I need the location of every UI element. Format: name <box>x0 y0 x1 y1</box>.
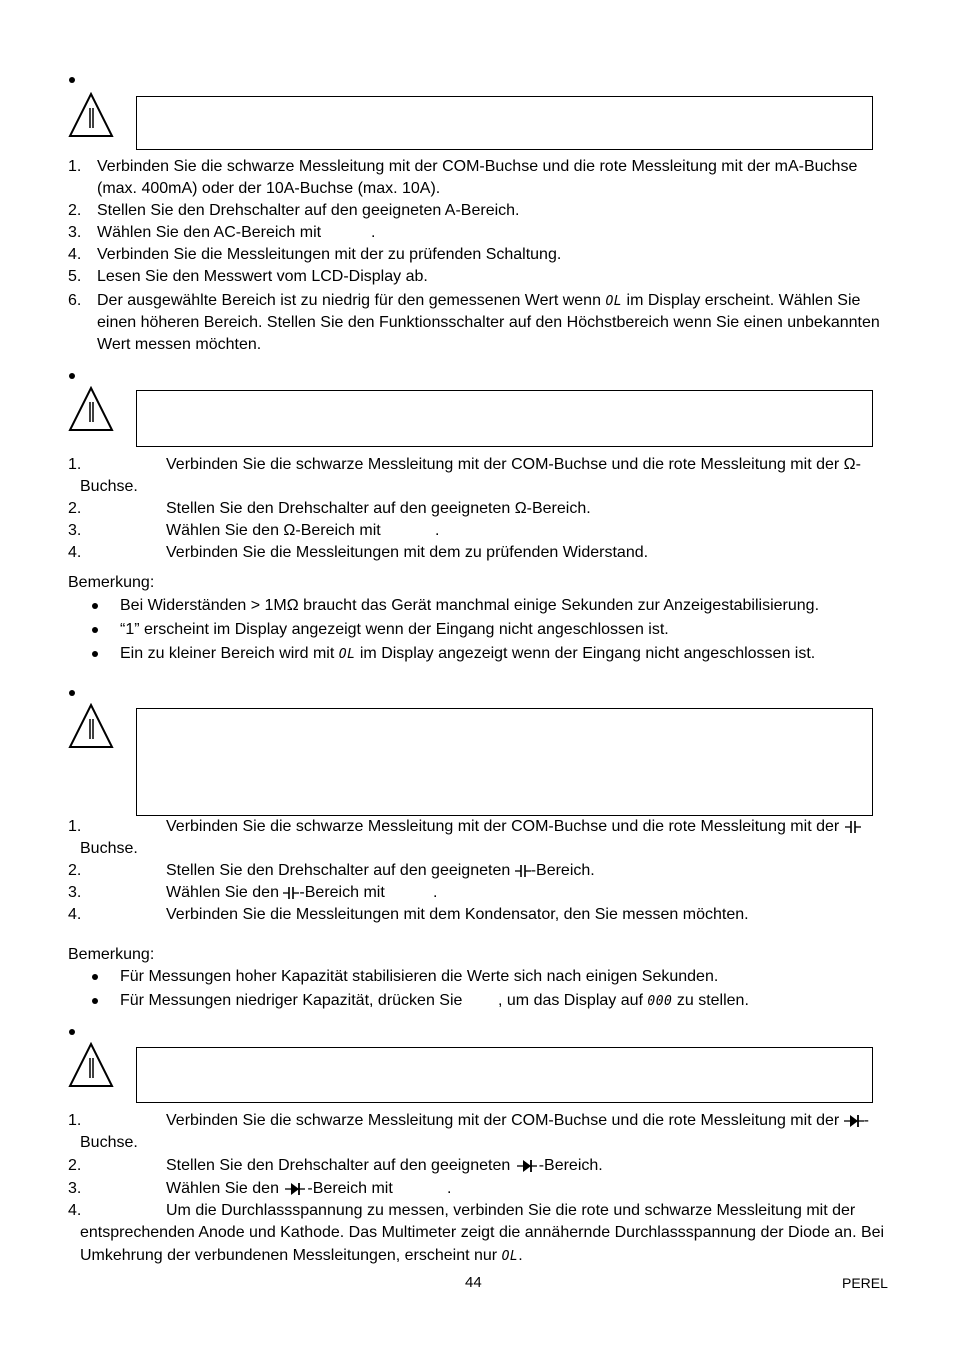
section-bullet <box>69 77 75 83</box>
step-number: 5. <box>68 268 82 285</box>
step-number: 3. <box>68 522 82 539</box>
step-number: 2. <box>68 862 82 879</box>
step-number: 4. <box>68 544 82 561</box>
remark-item <box>498 991 749 1012</box>
step-text: entsprechenden Anode und Kathode. Das Multimeter zeigt die annähernde Durchlassspannung der Diode an. Bei <box>80 1224 885 1241</box>
step-text <box>166 1111 869 1131</box>
warning-icon <box>68 1042 114 1088</box>
diode-icon <box>844 1114 864 1128</box>
step-text: Verbinden Sie die schwarze Messleitung mit der COM-Buchse und die rote Messleitung mit der mA-Buchse <box>97 158 858 175</box>
step-text: . <box>435 522 440 539</box>
step-text-part: Wählen Sie den <box>166 1180 279 1197</box>
section-bullet <box>69 373 75 379</box>
step-number: 1. <box>68 818 82 835</box>
step-text: Buchse. <box>80 840 138 857</box>
step-text: Um die Durchlassspannung zu messen, verbinden Sie die rote und schwarze Messleitung mit der <box>166 1202 856 1219</box>
remark-item <box>120 644 815 665</box>
step-number: 1. <box>68 1112 82 1129</box>
step-number: 2. <box>68 1157 82 1174</box>
remark-label: Bemerkung: <box>68 574 155 591</box>
step-text-part: -Bereich mit <box>307 1180 393 1197</box>
remark-text-part: zu stellen. <box>676 992 749 1009</box>
remark-text-part: Ein zu kleiner Bereich wird mit <box>120 645 335 662</box>
lcd-reading: OL <box>605 294 623 309</box>
lcd-reading: OL <box>338 647 356 662</box>
warning-box <box>136 390 873 447</box>
step-text-part: - <box>863 1112 869 1129</box>
step-text-part: Umkehrung der verbundenen Messleitungen, erscheint nur <box>80 1247 498 1264</box>
list-bullet <box>92 974 98 980</box>
step-text: Wählen Sie den AC-Bereich mit <box>97 224 322 241</box>
step-text <box>166 1156 603 1176</box>
capacitor-icon <box>844 820 862 834</box>
step-text: Wert messen möchten. <box>97 336 262 353</box>
step-text <box>97 291 860 312</box>
step-text-part: . <box>518 1247 523 1264</box>
step-text: Stellen Sie den Drehschalter auf den geeigneten Ω-Bereich. <box>166 500 591 517</box>
step-text <box>166 817 862 837</box>
step-number: 6. <box>68 292 82 309</box>
step-number: 2. <box>68 500 82 517</box>
diode-icon <box>515 1159 539 1173</box>
diode-icon <box>283 1182 307 1196</box>
warning-box <box>136 96 873 150</box>
warning-icon <box>68 386 114 432</box>
section-bullet <box>69 690 75 696</box>
remark-label: Bemerkung: <box>68 946 155 963</box>
list-bullet <box>92 603 98 609</box>
step-text: Stellen Sie den Drehschalter auf den geeigneten A-Bereich. <box>97 202 520 219</box>
step-text <box>166 861 595 881</box>
step-text: . <box>371 224 376 241</box>
step-number: 3. <box>68 1180 82 1197</box>
step-text: . <box>433 884 438 901</box>
step-number: 1. <box>68 158 82 175</box>
brand-name: PEREL <box>842 1275 888 1291</box>
step-text <box>166 883 385 903</box>
step-text: einen höheren Bereich. Stellen Sie den Funktionsschalter auf den Höchstbereich wenn Sie einen unbekannten <box>97 314 880 331</box>
step-text-part: Stellen Sie den Drehschalter auf den geeigneten <box>166 1157 511 1174</box>
warning-icon <box>68 703 114 749</box>
step-text: Wählen Sie den Ω-Bereich mit <box>166 522 381 539</box>
step-text-part: Verbinden Sie die schwarze Messleitung mit der COM-Buchse und die rote Messleitung mit der <box>166 1112 840 1129</box>
step-text-part: -Bereich. <box>538 1157 603 1174</box>
remark-item: Für Messungen hoher Kapazität stabilisieren die Werte sich nach einigen Sekunden. <box>120 968 719 985</box>
step-text-part: Stellen Sie den Drehschalter auf den geeigneten <box>166 862 511 879</box>
list-bullet <box>92 627 98 633</box>
remark-text-part: , um das Display auf <box>498 992 643 1009</box>
step-text: Verbinden Sie die Messleitungen mit dem Kondensator, den Sie messen möchten. <box>166 906 749 923</box>
section-bullet <box>69 1029 75 1035</box>
step-text: (max. 400mA) oder der 10A-Buchse (max. 10A). <box>97 180 441 197</box>
step-number: 4. <box>68 1202 82 1219</box>
lcd-reading: OL <box>501 1249 519 1264</box>
remark-text-part: im Display angezeigt wenn der Eingang nicht angeschlossen ist. <box>359 645 816 662</box>
step-text-part: im Display erscheint. Wählen Sie <box>626 292 861 309</box>
step-text-part: Wählen Sie den <box>166 884 279 901</box>
step-text: Lesen Sie den Messwert vom LCD-Display ab. <box>97 268 428 285</box>
capacitor-icon <box>283 886 299 900</box>
step-number: 3. <box>68 884 82 901</box>
step-text <box>166 1179 393 1199</box>
step-text: Buchse. <box>80 478 138 495</box>
step-text: Verbinden Sie die Messleitungen mit dem zu prüfenden Widerstand. <box>166 544 649 561</box>
step-number: 1. <box>68 456 82 473</box>
step-number: 3. <box>68 224 82 241</box>
step-text <box>80 1246 523 1267</box>
step-text-part: -Bereich mit <box>299 884 385 901</box>
step-text: Verbinden Sie die Messleitungen mit der zu prüfenden Schaltung. <box>97 246 562 263</box>
lcd-reading: 000 <box>647 994 673 1009</box>
step-text-part: Verbinden Sie die schwarze Messleitung mit der COM-Buchse und die rote Messleitung mit der <box>166 818 840 835</box>
remark-item: Bei Widerständen > 1MΩ braucht das Gerät manchmal einige Sekunden zur Anzeigestabilisierung. <box>120 597 820 614</box>
warning-icon <box>68 92 114 138</box>
remark-item: Für Messungen niedriger Kapazität, drücken Sie <box>120 992 463 1009</box>
warning-box <box>136 708 873 816</box>
step-number: 2. <box>68 202 82 219</box>
remark-item: “1” erscheint im Display angezeigt wenn der Eingang nicht angeschlossen ist. <box>120 621 669 638</box>
step-number: 4. <box>68 906 82 923</box>
capacitor-icon <box>515 864 531 878</box>
step-text: Buchse. <box>80 1134 138 1151</box>
step-text: Verbinden Sie die schwarze Messleitung mit der COM-Buchse und die rote Messleitung mit der Ω- <box>166 456 861 473</box>
step-text-part: -Bereich. <box>530 862 595 879</box>
step-text-part: Der ausgewählte Bereich ist zu niedrig für den gemessenen Wert wenn <box>97 292 601 309</box>
list-bullet <box>92 651 98 657</box>
list-bullet <box>92 998 98 1004</box>
warning-box <box>136 1047 873 1103</box>
step-text: . <box>447 1180 452 1197</box>
step-number: 4. <box>68 246 82 263</box>
page-number: 44 <box>465 1274 482 1291</box>
